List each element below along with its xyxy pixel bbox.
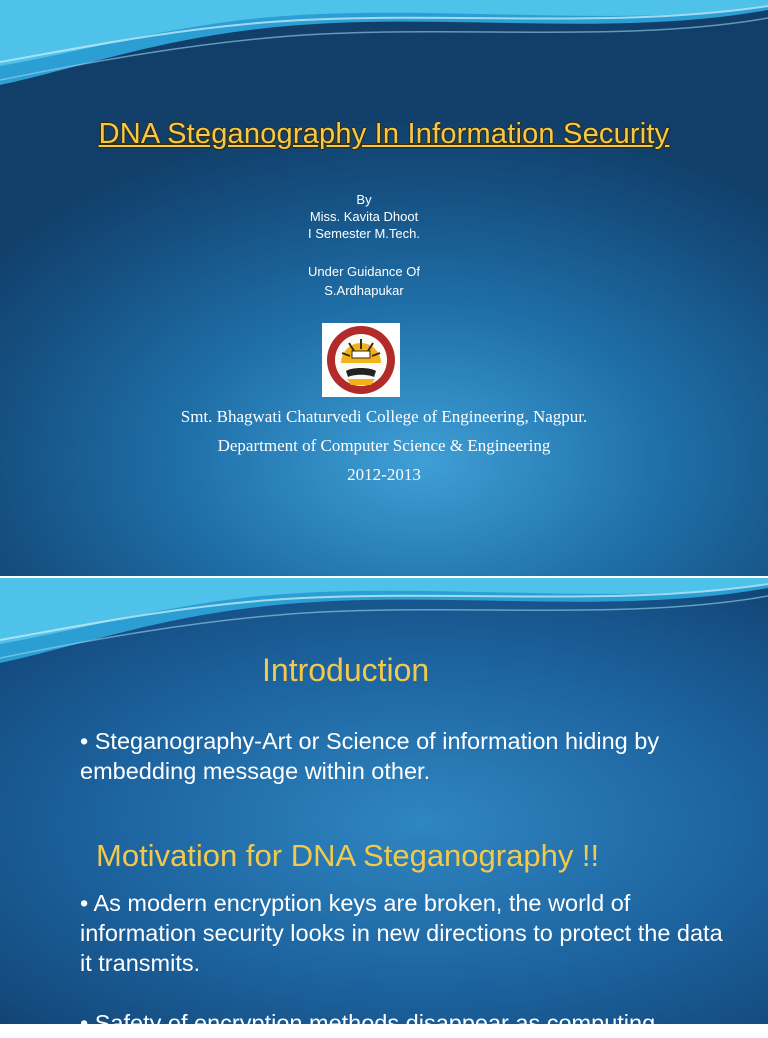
- author-block: [284, 191, 444, 242]
- bullet-steganography: • Steganography-Art or Science of information hiding by embedding message within other.: [80, 728, 660, 784]
- motivation-heading: Motivation for DNA Steganography !!: [96, 838, 600, 873]
- guidance-label: Under Guidance Of: [307, 264, 420, 279]
- college-name: Smt. Bhagwati Chaturvedi College of Engineering, Nagpur.: [180, 407, 588, 426]
- introduction-heading: Introduction: [262, 652, 430, 688]
- college-logo: [322, 323, 400, 397]
- college-block: [0, 402, 768, 489]
- academic-year: 2012-2013: [347, 465, 421, 484]
- college-emblem-icon: [322, 323, 400, 397]
- author-name: Miss. Kavita Dhoot: [309, 209, 419, 224]
- department-name: Department of Computer Science & Engineering: [217, 436, 551, 455]
- bullet-encryption: • As modern encryption keys are broken, the world of information security looks in new directions to protect the data it transmits.: [80, 890, 723, 976]
- guide-name: S.Ardhapukar: [324, 283, 404, 298]
- wave-decoration: [0, 0, 768, 100]
- author-semester: I Semester M.Tech.: [308, 226, 420, 241]
- by-label: By: [356, 192, 372, 207]
- guidance-block: [284, 262, 444, 300]
- bullet-safety: • Safety of encryption methods disappear as computing: [80, 1010, 656, 1036]
- slide-title: DNA Steganography In Information Security: [98, 118, 670, 150]
